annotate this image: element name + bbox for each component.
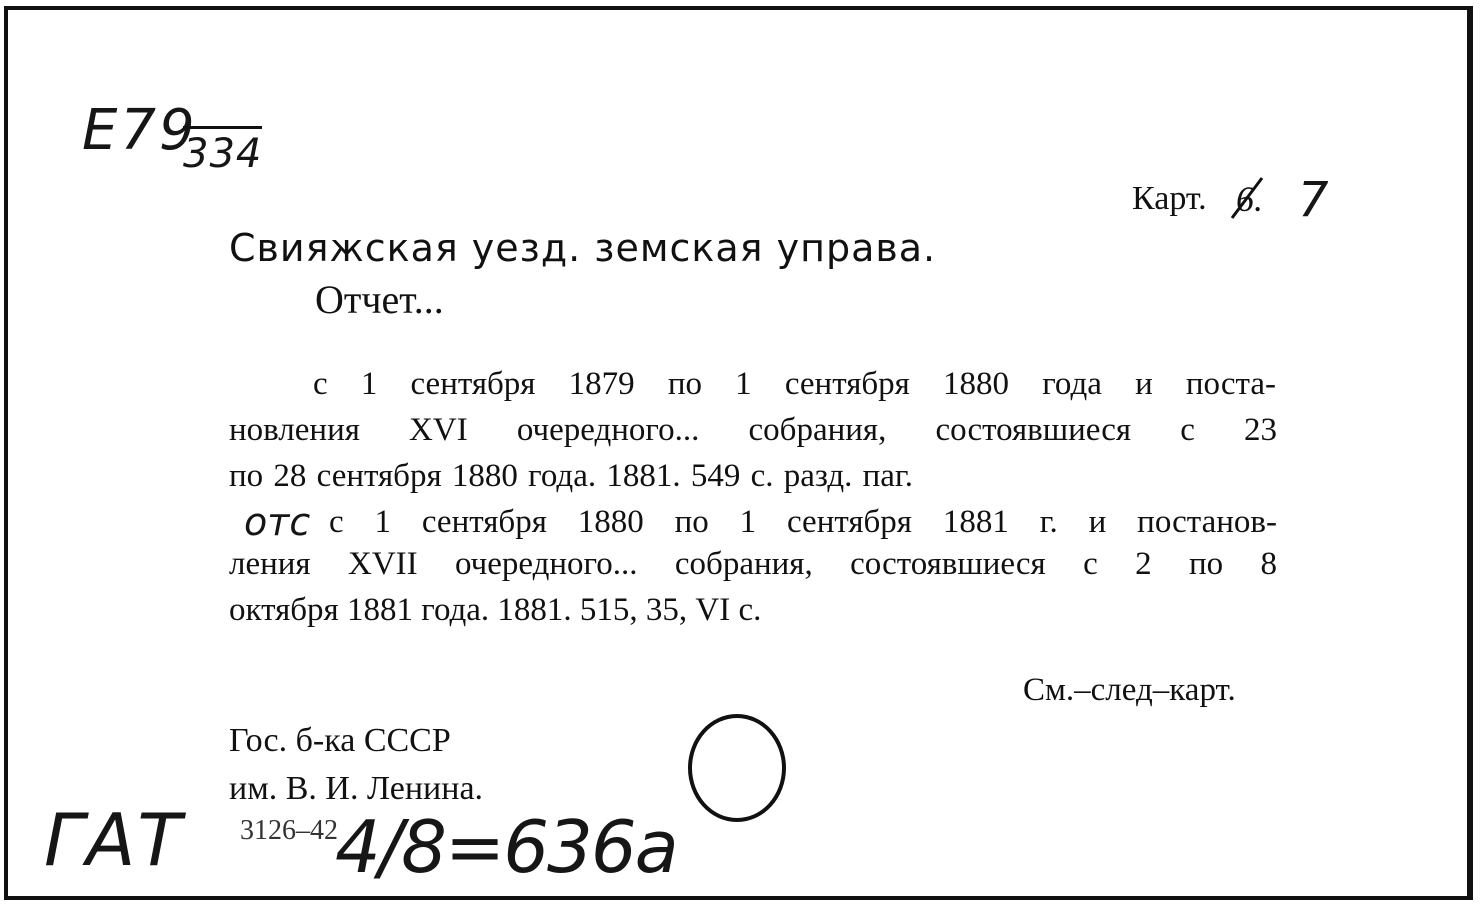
punch-hole	[688, 714, 786, 822]
shelfmark: E79	[82, 98, 198, 163]
body-line-6: октября 1881 года. 1881. 515, 35, VI с.	[229, 592, 762, 628]
archive-code: ГАТ	[44, 798, 184, 882]
body-line-1: с 1 сентября 1879 по 1 сентября 1880 года и поста-	[313, 366, 1276, 402]
body-line-4: с 1 сентября 1880 по 1 сентября 1881 г. и постанов-	[329, 504, 1277, 540]
card-label: Карт.	[1132, 180, 1207, 217]
card-number: 7	[1298, 172, 1329, 228]
subheading: Отчет...	[315, 277, 444, 322]
body-line-3: по 28 сентября 1880 года. 1881. 549 с. разд. паг.	[229, 458, 913, 494]
library-stamp-code: 3126–42	[240, 815, 338, 846]
handwritten-annotation: отс	[244, 500, 311, 544]
archive-number: 4/8=636а	[335, 805, 677, 889]
shelfmark-sub: 334	[183, 126, 262, 179]
library-line-1: Гос. б-ка СССР	[229, 722, 451, 759]
see-next-card: См.–след–карт.	[1023, 672, 1236, 708]
strikethrough-mark	[1230, 176, 1264, 220]
card-struck-number: 6.	[1236, 179, 1263, 219]
body-line-2: новления XVI очередного... собрания, состоявшиеся с 23	[229, 412, 1277, 448]
library-line-2: им. В. И. Ленина.	[229, 770, 484, 807]
heading: Свияжская уезд. земская управа.	[229, 226, 937, 270]
body-line-5: ления XVII очередного... собрания, состоявшиеся с 2 по 8	[229, 546, 1277, 582]
